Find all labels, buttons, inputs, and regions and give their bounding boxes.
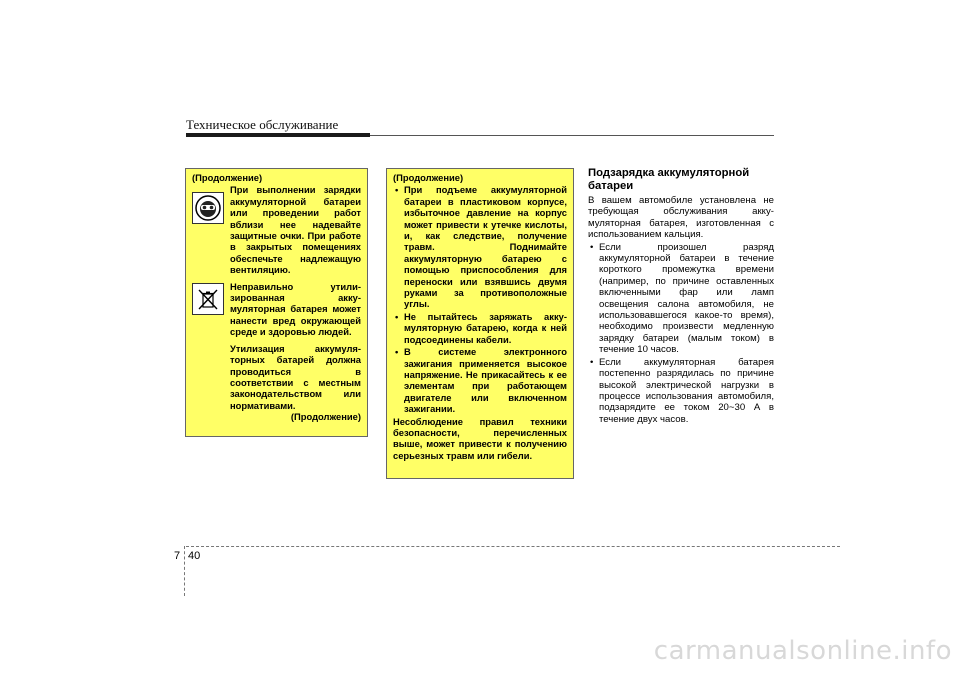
header-bar	[186, 133, 370, 137]
chapter-number: 7	[174, 550, 181, 562]
goggles-warning-text: При выполнении зарядки аккумуляторной батареи или проведении работ вблизи нее надевайте защитные очки. При работе в закрытых помещениях обеспечьте надлежащую вентиляцию.	[230, 184, 361, 276]
section-heading: Подзарядка аккумуляторной батареи	[588, 167, 750, 192]
disposal-warning-text: Неправильно утилизированная аккумуляторная батарея может нанести вред окружающей среде и здоровью людей.	[230, 280, 361, 338]
utilization-text: Утилизация аккумуляторных батарей должна проводиться в соответствии с местным законодательством или нормативами.	[230, 342, 361, 411]
warning-box-goggles	[185, 168, 368, 437]
list-item: • Если аккумуляторная батарея постепенно разрядилась по причине высокой электрической нагрузки в процессе использования автомобиля, подзарядите ее током 20~30 А в течение двух часов.	[588, 357, 774, 425]
battery-warning-list	[393, 184, 567, 414]
goggles-icon	[192, 192, 224, 224]
list-item: • Если произошел разряд аккумуляторной батареи в течение короткого промежутка времени (например, по причине оставленных включенными фар или ламп освещения салона автомобиля, не использовавшегося какое-то время), необходимо произвести медленную зарядку батареи (малым током) в течение 10 часов.	[588, 242, 774, 356]
watermark: carmanualsonline.info	[653, 636, 952, 666]
list-item: • В системе электронного зажигания применяется высокое напряжение. Не прикасайтесь к ее элементам при работающем двигателе или включенном зажигании.	[393, 346, 567, 414]
continued-label-tail: (Продолжение)	[290, 411, 361, 423]
goggles-warning	[192, 184, 361, 275]
footer-rule	[186, 546, 840, 547]
list-item: • При подъеме аккумуляторной батареи в пластиковом корпусе, избыточное давление на корпус может привести к утечке кислоты, и, как следствие, получение травм. Поднимайте аккумуляторную батарею с помощью приспособления для переноски или взявшись двумя руками за противоположные углы.	[393, 184, 567, 309]
header-rule	[370, 135, 774, 136]
warning-box-battery	[386, 168, 574, 479]
charging-list	[588, 242, 774, 426]
disposal-warning	[192, 281, 361, 338]
list-item: • Не пытайтесь заряжать аккумуляторную батарею, когда к ней подсоединены кабели.	[393, 311, 567, 345]
safety-closing-text: Несоблюдение правил техники безопасности, перечисленных выше, может привести к получению серьезных травм или гибели.	[393, 415, 567, 461]
charging-section	[588, 167, 774, 426]
page-header-title: Техническое обслуживание	[186, 117, 339, 132]
section-intro: В вашем автомобиле установлена не требующая обслуживания аккумуляторная батарея, изготовленная с использованием кальция.	[588, 195, 774, 241]
continued-label: (Продолжение)	[192, 172, 263, 183]
continued-label: (Продолжение)	[393, 172, 464, 183]
footer-divider	[184, 546, 185, 596]
crossed-bin-icon	[192, 283, 224, 315]
page-number: 40	[188, 550, 201, 562]
